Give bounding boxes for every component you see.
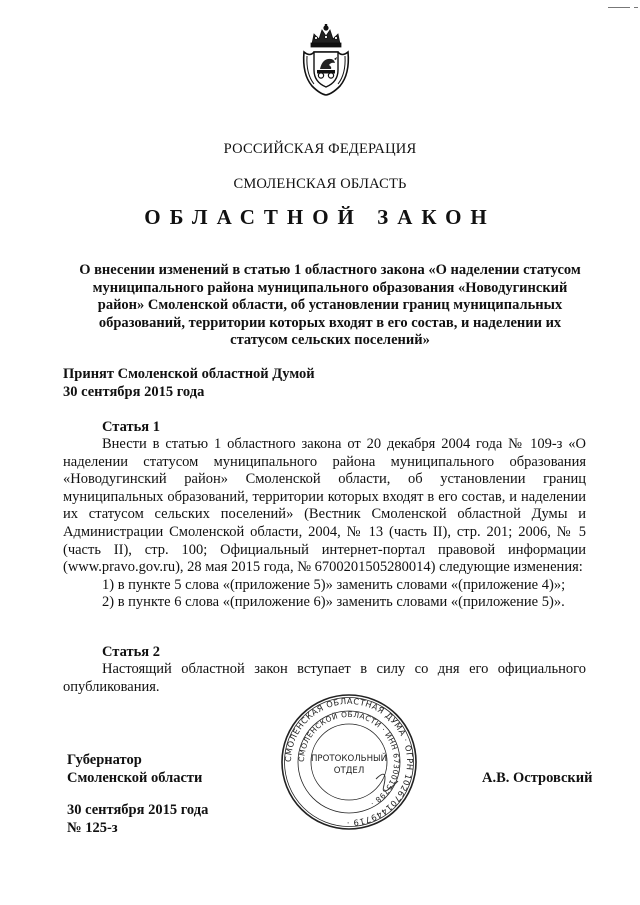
document-title: ОБЛАСТНОЙ ЗАКОН	[144, 205, 496, 229]
adoption-body: Принят Смоленской областной Думой	[63, 366, 315, 382]
smolensk-coat-of-arms-icon	[298, 24, 354, 98]
article-1-text: Внести в статью 1 областного закона от 20 декабря 2004 года № 109-з «О наделении статусом муниципального района муниципального образования «Новодугинский район» Смоленской области, об установлении границ муниципальных образований, территории которых входят в его состав, и наделении их статусом сельских поселений» (Вестник Смоленской областной Думы и Администрации Смоленской области, 2004, № 13 (часть II), стр. 201; 2006, № 5 (часть II), стр. 100; Официальный интернет-портал правовой информации (www.pravo.gov.ru), 28 мая 2015 года, № 6700201505280014) следующие изменения:	[63, 436, 586, 576]
stamp-outer-text: СМОЛЕНСКАЯ ОБЛАСТНАЯ ДУМА · ОГРН 1026701449719 ·	[282, 695, 416, 829]
signatory-title	[67, 752, 202, 787]
article-1-heading: Статья 1	[102, 419, 160, 435]
article-1-item: 2) в пункте 6 слова «(приложение 6)» заменить словами «(приложение 5)».	[102, 594, 565, 611]
article-2-body	[63, 661, 586, 696]
adoption-note	[63, 366, 315, 401]
signatory-position: Губернатор	[67, 752, 142, 768]
article-1-body	[63, 436, 586, 612]
stamp-inner-text: СМОЛЕНСКОЙ ОБЛАСТИ · ИНН 6730015798 ·	[296, 709, 402, 809]
country-name: РОССИЙСКАЯ ФЕДЕРАЦИЯ	[223, 141, 417, 157]
signatory-region: Смоленской области	[67, 769, 203, 786]
subject-line: образований, территории которых входят в его состав, и наделении их	[98, 314, 562, 331]
stamp-center-line1: ПРОТОКОЛЬНЫЙ	[310, 754, 388, 764]
subject-line: О внесении изменений в статью 1 областного закона «О наделении статусом	[79, 262, 581, 278]
subject-line: муниципального района муниципального образования «Новодугинский	[92, 279, 568, 296]
law-subject	[64, 262, 596, 350]
signing-date: 30 сентября 2015 года	[67, 802, 209, 818]
scan-mark	[634, 7, 638, 8]
region-name: СМОЛЕНСКАЯ ОБЛАСТЬ	[233, 176, 407, 192]
subject-line: район» Смоленской области, об установлении границ муниципальных	[97, 297, 563, 314]
stamp-center-line2: ОТДЕЛ	[333, 766, 365, 776]
signatory-name: А.В. Островский	[482, 770, 593, 786]
adoption-date: 30 сентября 2015 года	[63, 383, 205, 400]
article-1-item: 1) в пункте 5 слова «(приложение 5)» заменить словами «(приложение 4)»;	[102, 576, 566, 593]
subject-line: статусом сельских поселений»	[230, 332, 430, 349]
law-number: № 125-з	[67, 819, 118, 836]
official-stamp	[280, 693, 418, 831]
article-2-text: Настоящий областной закон вступает в силу со дня его официального опубликования.	[63, 661, 586, 695]
article-2-heading: Статья 2	[102, 644, 160, 660]
signing-details	[67, 802, 208, 837]
scan-mark	[608, 7, 630, 8]
